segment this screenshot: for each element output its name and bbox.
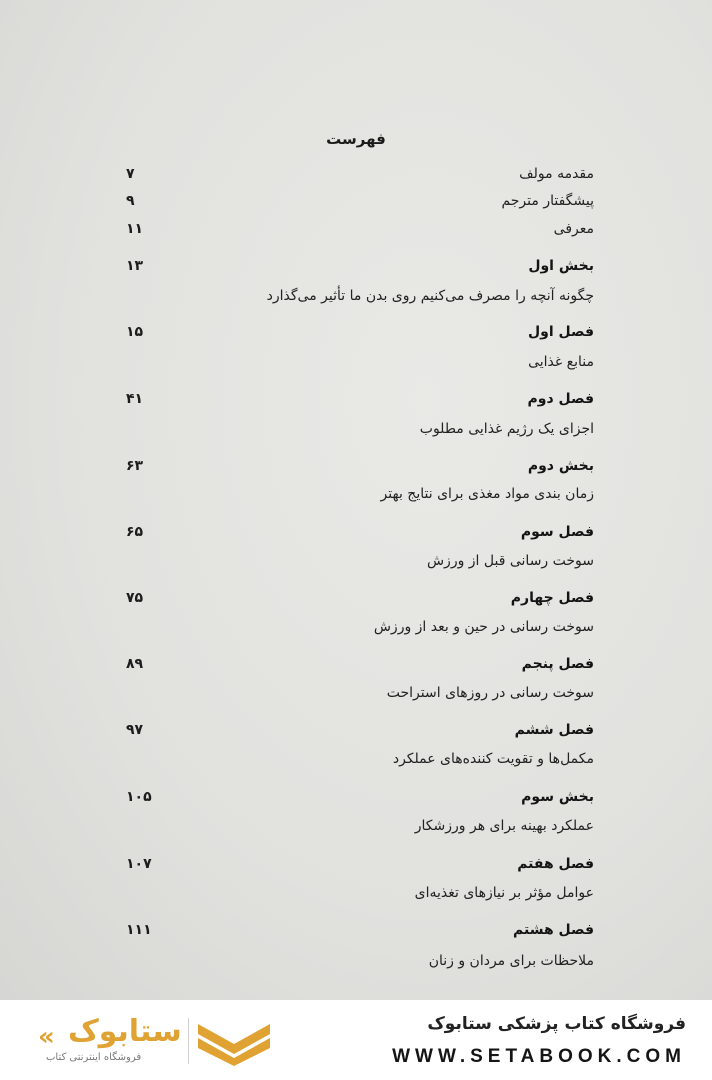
logo-subtitle: فروشگاه اینترنتی کتاب — [46, 1052, 142, 1063]
toc-entry-title: سوخت رسانی در حین و بعد از ورزش — [373, 619, 594, 635]
toc-entry — [0, 553, 712, 575]
toc-entry-title: پیشگفتار مترجم — [501, 193, 594, 209]
toc-entry-title: مقدمه مولف — [519, 166, 594, 182]
toc-entry — [0, 953, 712, 975]
toc-entry — [0, 166, 712, 188]
toc-entry — [0, 391, 712, 413]
toc-section-heading: فصل سوم — [520, 524, 594, 540]
toc-section-heading: بخش دوم — [527, 458, 594, 474]
toc-page-number: ۶۳ — [126, 458, 144, 474]
toc-entry-title: سوخت رسانی قبل از ورزش — [426, 553, 594, 569]
toc-entry — [0, 722, 712, 744]
toc-entry — [0, 656, 712, 678]
toc-entry — [0, 619, 712, 641]
toc-entry-title: اجزای یک رژیم غذایی مطلوب — [419, 421, 594, 437]
toc-page-number: ۱۱۱ — [126, 922, 152, 938]
toc-entry-title: منابع غذایی — [528, 354, 594, 370]
toc-entry — [0, 885, 712, 907]
toc-entry — [0, 789, 712, 811]
toc-entry — [0, 818, 712, 840]
toc-page-number: ۶۵ — [126, 524, 144, 540]
toc-entry — [0, 193, 712, 215]
toc-section-heading: فصل ششم — [514, 722, 594, 738]
toc-entry-title: زمان بندی مواد مغذی برای نتایج بهتر — [380, 486, 594, 502]
toc-entry-title: عملکرد بهینه برای هر ورزشکار — [414, 818, 594, 834]
store-name: فروشگاه کتاب پزشکی ستابوک — [427, 1014, 686, 1034]
toc-entry — [0, 856, 712, 878]
logo-arrows: « — [38, 1022, 55, 1052]
toc-entry-title: ملاحظات برای مردان و زنان — [428, 953, 594, 969]
toc-page-number: ۱۳ — [126, 258, 144, 274]
toc-entry — [0, 590, 712, 612]
toc-page-number: ۹۷ — [126, 722, 144, 738]
toc-entry-title: مکمل‌ها و تقویت کننده‌های عملکرد — [392, 751, 594, 767]
toc-section-heading: بخش اول — [528, 258, 594, 274]
toc-page-number: ۱۱ — [126, 221, 144, 237]
toc-page-number: ۴۱ — [126, 391, 144, 407]
toc-title: فهرست — [326, 130, 386, 148]
toc-section-heading: فصل پنجم — [521, 656, 594, 672]
toc-section-heading: فصل هشتم — [513, 922, 594, 938]
toc-section-heading: فصل دوم — [527, 391, 594, 407]
toc-section-heading: فصل هفتم — [517, 856, 594, 872]
toc-page-number: ۷۵ — [126, 590, 144, 606]
toc-entry-title: سوخت رسانی در روزهای استراحت — [386, 685, 594, 701]
toc-page-number: ۷ — [126, 166, 135, 182]
toc-section-heading: فصل چهارم — [510, 590, 594, 606]
logo-wordmark: ستابوک — [68, 1014, 182, 1049]
toc-entry — [0, 751, 712, 773]
toc-entry — [0, 421, 712, 443]
toc-page-number: ۹ — [126, 193, 135, 209]
toc-entry — [0, 221, 712, 243]
chevron-logo-icon — [198, 1020, 270, 1066]
toc-entry — [0, 922, 712, 944]
store-footer — [0, 1000, 712, 1080]
toc-entry-title: عوامل مؤثر بر نیازهای تغذیه‌ای — [414, 885, 594, 901]
toc-page-number: ۸۹ — [126, 656, 144, 672]
store-url[interactable]: WWW.SETABOOK.COM — [392, 1046, 686, 1067]
toc-entry — [0, 524, 712, 546]
toc-entry — [0, 324, 712, 346]
toc-entry — [0, 288, 712, 310]
toc-entry — [0, 486, 712, 508]
toc-page-number: ۱۰۵ — [126, 789, 152, 805]
toc-entry — [0, 258, 712, 280]
toc-entry — [0, 458, 712, 480]
footer-divider — [188, 1018, 189, 1064]
toc-section-heading: بخش سوم — [521, 789, 594, 805]
toc-entry-title: چگونه آنچه را مصرف می‌کنیم روی بدن ما تأثیر می‌گذارد — [266, 288, 594, 304]
toc-page-number: ۱۰۷ — [126, 856, 152, 872]
toc-entry — [0, 685, 712, 707]
toc-entry-title: معرفی — [553, 221, 594, 237]
toc-page-number: ۱۵ — [126, 324, 144, 340]
toc-entry — [0, 354, 712, 376]
toc-section-heading: فصل اول — [528, 324, 594, 340]
